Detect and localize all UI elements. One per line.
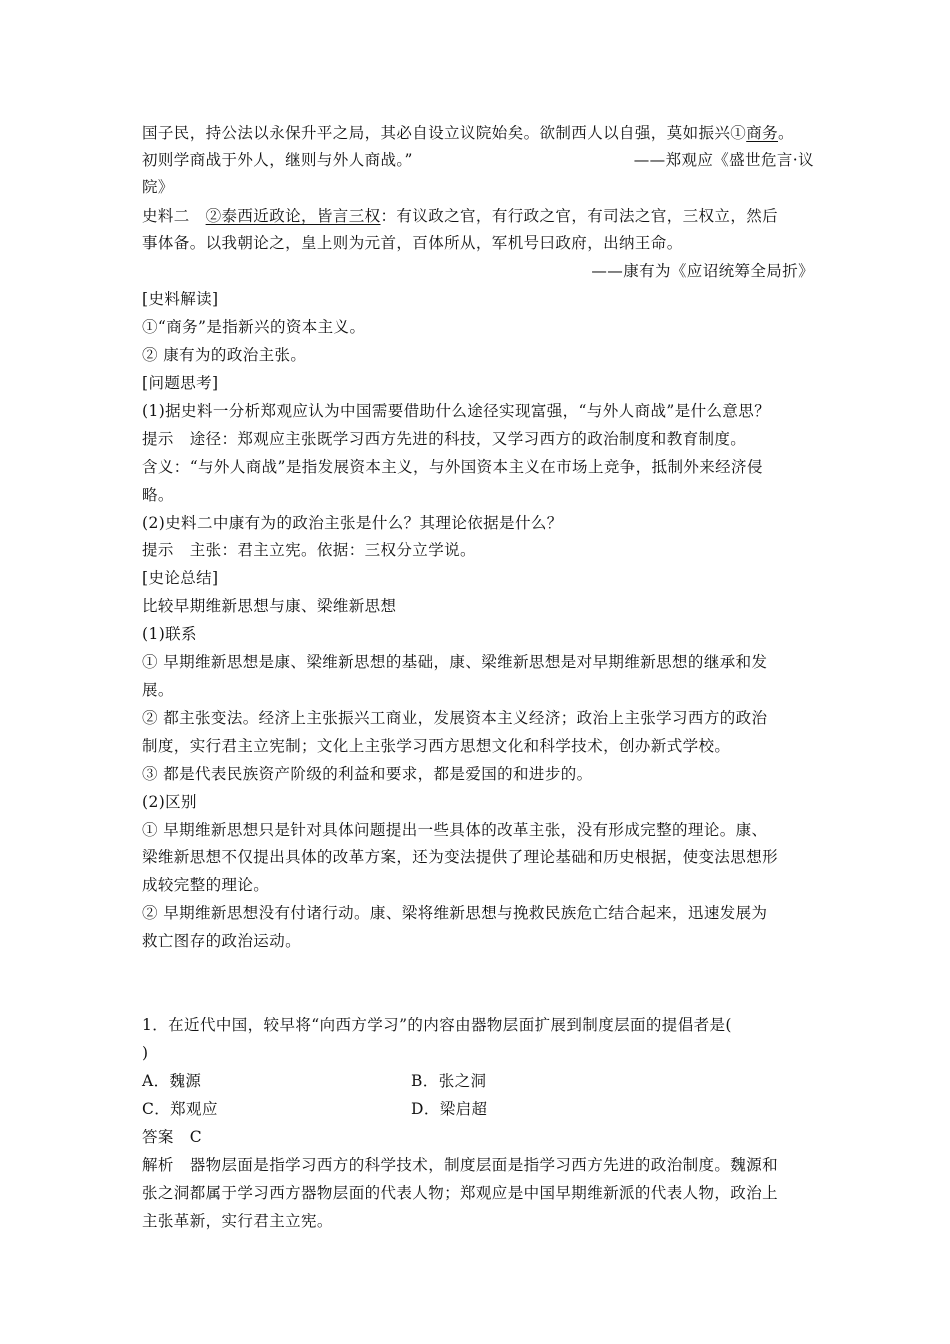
source1-punct: 。 bbox=[778, 124, 794, 142]
source2-line2: 事体备。以我朝论之，皇上则为元首，百体所从，军机号曰政府，出纳王命。 bbox=[142, 234, 683, 252]
difference-1-line1: ① 早期维新思想只是针对具体问题提出一些具体的改革主张，没有形成完整的理论。康、 bbox=[142, 821, 768, 839]
answer-1-line1: 提示 途径：郑观应主张既学习西方先进的科技，又学习西方的政治制度和教育制度。 bbox=[142, 430, 747, 448]
exercise-question-line1: 1．在近代中国，较早将“向西方学习”的内容由器物层面扩展到制度层面的提倡者是( bbox=[142, 1016, 732, 1034]
source2-attribution: ——康有为《应诏统筹全局折》 bbox=[591, 262, 814, 280]
summary-heading: [史论总结] bbox=[142, 569, 219, 587]
underlined-quote: ②泰西近政论，皆言三权 bbox=[205, 207, 381, 225]
connection-1-line2: 展。 bbox=[142, 681, 174, 699]
summary-title: 比较早期维新思想与康、梁维新思想 bbox=[142, 597, 397, 615]
explanation-line1: 解析 器物层面是指学习西方的科学技术，制度层面是指学习西方先进的政治制度。魏源和 bbox=[142, 1156, 779, 1174]
option-d: D．梁启超 bbox=[411, 1100, 488, 1118]
source1-line2 bbox=[142, 149, 814, 171]
question-2: (2)史料二中康有为的政治主张是什么？其理论依据是什么？ bbox=[142, 514, 563, 532]
connection-3: ③ 都是代表民族资产阶级的利益和要求，都是爱国的和进步的。 bbox=[142, 765, 593, 783]
exercise-answer: 答案 C bbox=[142, 1128, 202, 1146]
answer-1-line3: 略。 bbox=[142, 486, 174, 504]
interpretation-heading: [史料解读] bbox=[142, 290, 219, 308]
option-c: C．郑观应 bbox=[142, 1100, 218, 1118]
difference-2-line1: ② 早期维新思想没有付诸行动。康、梁将维新思想与挽救民族危亡结合起来，迅速发展为 bbox=[142, 904, 768, 922]
answer-1-line2: 含义：“与外人商战”是指发展资本主义，与外国资本主义在市场上竞争，抵制外来经济侵 bbox=[142, 458, 763, 476]
source1-line1 bbox=[142, 122, 814, 144]
difference-1-line2: 梁维新思想不仅提出具体的改革方案，还为变法提供了理论基础和历史根据，使变法思想形 bbox=[142, 848, 779, 866]
source2-line1 bbox=[142, 205, 814, 227]
difference-1-line3: 成较完整的理论。 bbox=[142, 876, 270, 894]
source1-text: 国子民，持公法以永保升平之局，其必自设立议院始矣。欲制西人以自强，莫如振兴① bbox=[142, 124, 747, 142]
explanation-line2: 张之洞都属于学习西方器物层面的代表人物；郑观应是中国早期维新派的代表人物，政治上 bbox=[142, 1184, 779, 1202]
source2-label: 史料二 bbox=[142, 207, 206, 225]
source2-text: ：有议政之官，有行政之官，有司法之官，三权立，然后 bbox=[380, 207, 779, 225]
difference-2-line2: 救亡图存的政治运动。 bbox=[142, 932, 302, 950]
option-b: B．张之洞 bbox=[411, 1072, 487, 1090]
connection-2-line1: ② 都主张变法。经济上主张振兴工商业，发展资本主义经济；政治上主张学习西方的政治 bbox=[142, 709, 768, 727]
answer-2: 提示 主张：君主立宪。依据：三权分立学说。 bbox=[142, 541, 476, 559]
exercise-question-line2: ) bbox=[142, 1044, 149, 1062]
interpretation-item-1: ①“商务”是指新兴的资本主义。 bbox=[142, 318, 366, 336]
question-1: (1)据史料一分析郑观应认为中国需要借助什么途径实现富强，“与外人商战”是什么意思？ bbox=[142, 402, 771, 420]
summary-sub-connection: (1)联系 bbox=[142, 625, 197, 643]
explanation-line3: 主张革新，实行君主立宪。 bbox=[142, 1212, 333, 1230]
underlined-term-commerce: 商务 bbox=[746, 124, 779, 142]
connection-2-line2: 制度，实行君主立宪制；文化上主张学习西方思想文化和科学技术，创办新式学校。 bbox=[142, 737, 731, 755]
option-a: A．魏源 bbox=[142, 1072, 202, 1090]
source1-line3: 院》 bbox=[142, 178, 174, 196]
source1-attribution: ——郑观应《盛世危言·议 bbox=[633, 151, 814, 169]
summary-sub-difference: (2)区别 bbox=[142, 793, 197, 811]
connection-1-line1: ① 早期维新思想是康、梁维新思想的基础，康、梁维新思想是对早期维新思想的继承和发 bbox=[142, 653, 768, 671]
questions-heading: [问题思考] bbox=[142, 374, 219, 392]
source1-text: 初则学商战于外人，继则与外人商战。” bbox=[142, 151, 413, 169]
interpretation-item-2: ② 康有为的政治主张。 bbox=[142, 346, 307, 364]
